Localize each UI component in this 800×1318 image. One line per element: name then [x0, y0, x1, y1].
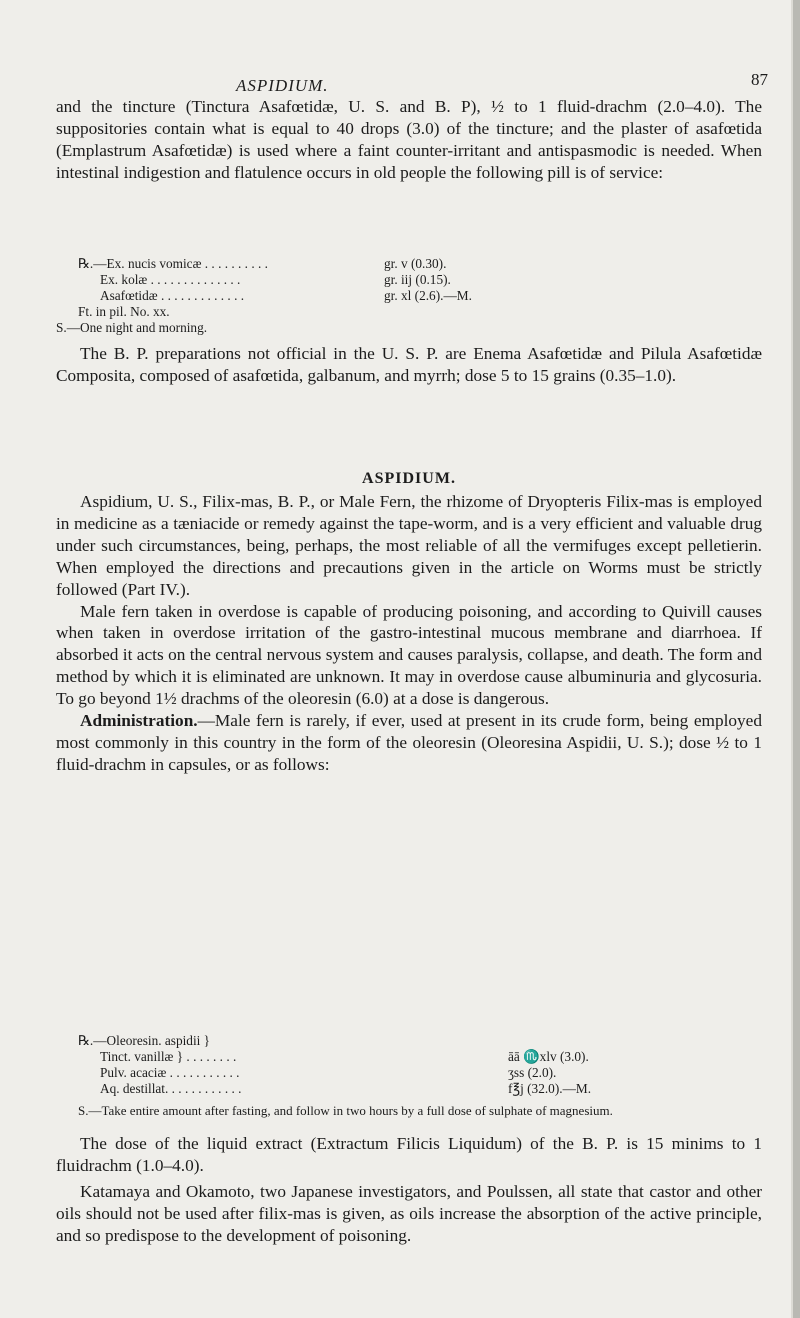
rx-note: S.—Take entire amount after fasting, and follow in two hours by a full dose of sulphate of magnesium.: [78, 1103, 613, 1118]
running-title: ASPIDIUM.: [236, 76, 329, 95]
final-paragraph: Katamaya and Okamoto, two Japanese investigators, and Poulssen, all state that castor and other oils should not be used after filix-mas is given, as oils increase the absorption of the active principle, and so predispose to the development of poisoning.: [56, 1181, 762, 1245]
rx-item: Pulv. acaciæ . . . . . . . . . . .: [100, 1065, 240, 1080]
rx-row: [78, 256, 658, 272]
rx-row: [78, 1081, 718, 1097]
rx-row: [78, 1049, 718, 1065]
rx-dose: gr. iij (0.15).: [384, 272, 451, 287]
prescription-pill: [56, 256, 658, 336]
bp-paragraph: The B. P. preparations not official in the U. S. P. are Enema Asafœtidæ and Pilula Asafœtidæ Composita, composed of asafœtida, galbanum, and myrrh; dose 5 to 15 grains (0.35–1.0).: [56, 344, 762, 385]
rx-item: Ex. kolæ . . . . . . . . . . . . . .: [100, 272, 241, 287]
aspidium-paragraph-2: Male fern taken in overdose is capable of producing poisoning, and according to Quivill causes when taken in overdose irritation of the gastro-intestinal mucous membrane and diarrhoea. If absorbed it acts on the central nervous system and causes paralysis, collapse, and death. The form and method by which it is eliminated are unknown. It may in overdose cause albuminuria and glycosuria. To go beyond 1½ drachms of the oleoresin (6.0) at a dose is dangerous.: [56, 601, 762, 709]
rx-item: Tinct. vanillæ } . . . . . . . .: [100, 1049, 237, 1064]
prescription-oleoresin: [78, 1033, 718, 1097]
page-edge-shadow: [793, 0, 800, 1318]
rx-dose: f℥j (32.0).—M.: [508, 1081, 592, 1096]
rx-dose: gr. xl (2.6).—M.: [384, 288, 472, 303]
rx-item: Aq. destillat. . . . . . . . . . . .: [100, 1081, 242, 1096]
administration-label: Administration.: [80, 711, 198, 731]
page-edge-highlight: [791, 0, 793, 1318]
aspidium-paragraph-1: Aspidium, U. S., Filix-mas, B. P., or Male Fern, the rhizome of Dryopteris Filix-mas is employed in medicine as a tæniacide or remedy against the tape-worm, and is a very efficient and valuable drug under such circumstances, being, perhaps, the most reliable of all the vermifuges except pelletierin. When employed the directions and precautions given in the article on Worms must be strictly followed (Part IV.).: [56, 492, 762, 599]
rx-directions: [78, 304, 658, 320]
bp-preparations-block: [56, 343, 762, 387]
rx-s: S.—One night and morning.: [56, 320, 208, 335]
rx-ft: Ft. in pil. No. xx.: [78, 304, 170, 319]
rx-row: [78, 1033, 718, 1049]
rx-signa: [56, 320, 658, 336]
rx-dose: gr. v (0.30).: [384, 256, 447, 271]
rx-item: Asafœtidæ . . . . . . . . . . . . .: [100, 288, 245, 303]
rx-dose: ʒss (2.0).: [508, 1065, 557, 1080]
section-title: ASPIDIUM.: [362, 470, 456, 487]
aspidium-block: [56, 491, 762, 776]
rx-row: [78, 272, 658, 288]
intro-paragraph: and the tincture (Tinctura Asafœtidæ, U. S. and B. P), ½ to 1 fluid-drachm (2.0–4.0). The suppositories contain what is equal to 40 drops (3.0) of the tincture; and the plaster of asafœtida (Emplastrum Asafœtidæ) is used where a faint counter-irritant and antispasmodic is needed. When intestinal indigestion and flatulence occurs in old people the following pill is of service:: [56, 97, 762, 182]
administration-text: —Male fern is rarely, if ever, used at present in its crude form, being employed most commonly in this country in the form of the oleoresin (Oleoresina Aspidii, U. S.); dose ½ to 1 fluid-drachm in capsules, or as follows:: [56, 711, 762, 774]
administration-paragraph: [56, 710, 762, 776]
extract-paragraph: The dose of the liquid extract (Extractum Filicis Liquidum) of the B. P. is 15 minims to 1 fluidrachm (1.0–4.0).: [56, 1134, 762, 1175]
page-header: [56, 70, 768, 96]
rx-item: ℞.—Ex. nucis vomicæ . . . . . . . . . .: [78, 256, 268, 271]
rx-dose: āā ♏xlv (3.0).: [508, 1049, 589, 1064]
rx-item: ℞.—Oleoresin. aspidii }: [78, 1033, 211, 1048]
rx-row: [78, 288, 658, 304]
closing-block: [56, 1103, 762, 1247]
intro-block: [56, 96, 762, 184]
rx-row: [78, 1065, 718, 1081]
page-number: 87: [751, 70, 768, 89]
